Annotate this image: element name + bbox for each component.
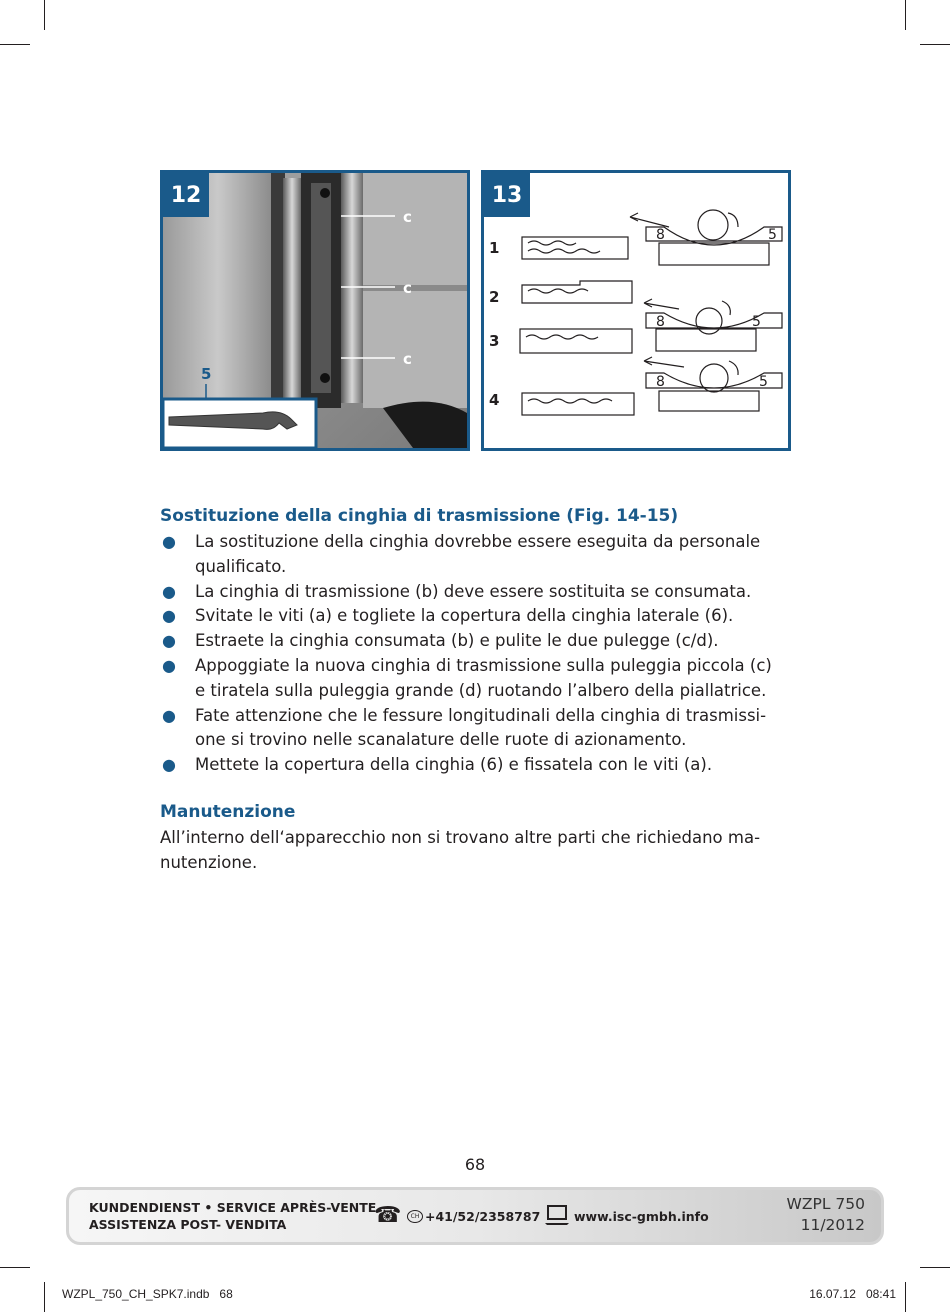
bullet-icon: ● [162,606,176,626]
board-1 [522,237,628,259]
bullet-icon: ● [162,705,176,725]
roller-label-8: 8 [656,314,665,330]
list-item: ● Mettete la copertura della cinghia (6) e fissatela con le viti (a). [160,753,800,778]
roller-label-5: 5 [768,227,777,243]
crop-mark [920,44,950,45]
crop-mark [44,0,45,30]
figure-number: 13 [484,173,530,217]
row-label: 3 [489,332,500,350]
service-footer [66,1187,884,1245]
file-slug-left: WZPL_750_CH_SPK7.indb 68 [62,1287,233,1301]
list-item: ● Estraete la cinghia consumata (b) e pulite le due pulegge (c/d). [160,629,800,654]
bullet-icon: ● [162,755,176,775]
telephone-icon: ☎ [374,1203,402,1228]
section-heading-belt: Sostituzione della cinghia di trasmissione (Fig. 14-15) [160,506,679,526]
board-4 [522,393,634,415]
list-item: ● Svitate le viti (a) e togliete la copertura della cinghia laterale (6). [160,604,800,629]
crop-mark [0,44,30,45]
list-item: ● Fate attenzione che le fessure longitudinali della cinghia di trasmissi- one si trovino nelle scanalature delle ruote di azionamento. [162,705,767,750]
page-number: 68 [464,1155,486,1174]
file-slug-right: 16.07.12 08:41 [809,1287,896,1301]
list-item: ● Appoggiate la nuova cinghia di trasmissione sulla puleggia piccola (c) e tiratela sulla puleggia grande (d) ruotando l’albero della piallatrice. [162,655,772,700]
roller-label-5: 5 [752,314,761,330]
bullet-icon: ● [162,655,176,675]
figure-13 [481,170,791,451]
section-heading-maintenance: Manutenzione [160,802,296,822]
laptop-icon [545,1204,569,1226]
crop-mark [0,1267,30,1268]
crop-mark [920,1267,950,1268]
maintenance-paragraph: All’interno dell‘apparecchio non si trovano altre parti che richiedano ma- nutenzione. [160,828,761,872]
board-3 [520,329,632,353]
country-badge: CH [407,1210,423,1223]
label-c: c [403,350,412,368]
bullet-icon: ● [162,532,176,551]
list-item: ● La cinghia di trasmissione (b) deve essere sostituita se consumata. [160,580,800,605]
crop-mark [44,1282,45,1312]
row-label: 4 [489,391,500,409]
roller-label-8: 8 [656,374,665,390]
service-label: KUNDENDIENST • SERVICE APRÈS-VENTE ASSISTENZA POST- VENDITA [89,1200,377,1232]
bullet-icon: ● [162,581,176,601]
roller-label-8: 8 [656,227,665,243]
label-c: c [403,208,412,226]
crop-mark [905,1282,906,1312]
website-link[interactable]: www.isc-gmbh.info [574,1209,709,1224]
label-5: 5 [201,365,212,383]
bullet-icon: ● [162,631,176,651]
model-info: WZPL 750 11/2012 [786,1195,865,1234]
row-label: 1 [489,239,500,257]
row-label: 2 [489,288,500,306]
belt-steps-list [160,530,800,778]
list-item: ● La sostituzione della cinghia dovrebbe essere eseguita da personale qualificato. [162,532,761,576]
crop-mark [905,0,906,30]
phone-number[interactable]: +41/52/2358787 [425,1209,541,1224]
figure-12 [160,170,470,451]
board-2 [522,281,632,303]
roller-label-5: 5 [759,374,768,390]
label-c: c [403,279,412,297]
figure-number: 12 [163,173,209,217]
